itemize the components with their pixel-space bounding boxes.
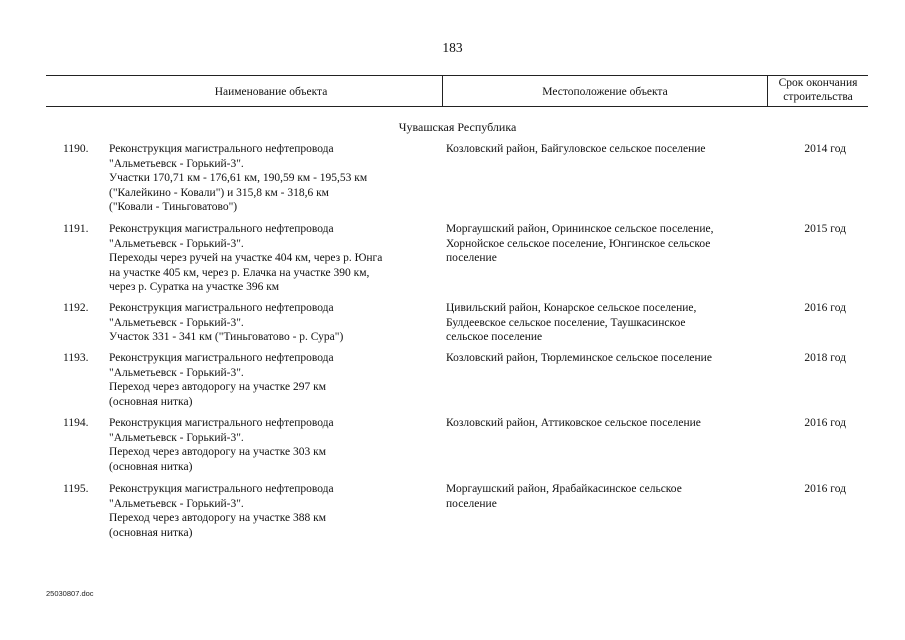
object-name-line: Переход через автодорогу на участке 388 км [109,512,327,525]
object-location [446,222,766,266]
object-location-line: Козловский район, Байгуловское сельское поселение [446,143,706,155]
object-name [109,222,434,295]
row-number: 1194. [63,417,89,429]
object-location-line: Булдеевское сельское поселение, Таушкасинское [446,316,686,329]
row-number: 1190. [63,143,89,155]
object-location [446,142,766,157]
object-name-line: Переходы через ручей на участке 404 км, через р. Юнга [109,252,383,265]
object-location-line: Моргаушский район, Ярабайкасинское сельское [446,483,682,495]
object-location-line: сельское поселение [446,331,543,344]
object-location-line: Козловский район, Аттиковское сельское поселение [446,417,701,429]
object-name-line: (основная нитка) [109,460,193,473]
object-name-line: "Альметьевск - Горький-3". [109,497,244,510]
object-name [109,301,434,345]
object-name-line: Реконструкция магистрального нефтепровода [109,417,334,429]
object-name [109,416,434,474]
object-location [446,351,766,366]
object-location [446,416,766,431]
row-number: 1191. [63,223,89,235]
footer-filename: 25030807.doc [46,589,94,598]
object-location [446,482,766,511]
object-name-line: Участки 170,71 км - 176,61 км, 190,59 км - 195,53 км [109,172,368,185]
header-deadline-line1: Срок окончания [778,77,858,89]
object-name-line: "Альметьевск - Горький-3". [109,316,244,329]
object-name-line: Реконструкция магистрального нефтепровода [109,352,334,364]
object-name-line: ("Калейкино - Ковали") и 315,8 км - 318,6 км [109,186,329,199]
object-name-line: через р. Суратка на участке 396 км [109,281,280,294]
object-name-line: Участок 331 - 341 км ("Тиньговатово - р. Сура") [109,331,344,344]
object-name-line: Переход через автодорогу на участке 297 км [109,381,327,394]
header-name: Наименование объекта [214,85,328,98]
object-location-line: поселение [446,497,497,510]
object-name-line: на участке 405 км, через р. Елачка на участке 390 км, [109,266,370,279]
header-deadline [768,75,868,106]
object-name [109,351,434,409]
completion-year: 2016 год [804,302,846,314]
object-name-line: "Альметьевск - Горький-3". [109,431,244,444]
object-location-line: Моргаушский район, Орининское сельское поселение, [446,223,714,235]
object-location-line: Хорнойское сельское поселение, Юнгинское сельское [446,237,711,250]
row-number: 1195. [63,483,89,495]
row-number: 1192. [63,302,89,314]
object-location [446,301,766,345]
object-name [109,142,434,215]
object-name-line: (основная нитка) [109,526,193,539]
object-location-line: Цивильский район, Конарское сельское поселение, [446,302,697,314]
object-location-line: Козловский район, Тюрлеминское сельское поселение [446,352,712,364]
header-location: Местоположение объекта [542,85,668,98]
object-name-line: ("Ковали - Тиньговатово") [109,201,238,214]
object-name-line: "Альметьевск - Горький-3". [109,157,244,170]
header-deadline-line2: строительства [783,90,853,103]
region-heading: Чувашская Республика [398,120,517,134]
object-name [109,482,434,540]
object-name-line: "Альметьевск - Горький-3". [109,237,244,250]
object-name-line: Реконструкция магистрального нефтепровода [109,483,334,495]
completion-year: 2016 год [804,483,846,495]
object-name-line: (основная нитка) [109,395,193,408]
object-location-line: поселение [446,252,497,265]
completion-year: 2018 год [804,352,846,364]
object-name-line: "Альметьевск - Горький-3". [109,366,244,379]
object-name-line: Переход через автодорогу на участке 303 км [109,446,327,459]
completion-year: 2014 год [804,143,846,155]
completion-year: 2016 год [804,417,846,429]
object-name-line: Реконструкция магистрального нефтепровода [109,223,334,235]
page-number: 183 [442,40,463,55]
row-number: 1193. [63,352,89,364]
object-name-line: Реконструкция магистрального нефтепровода [109,302,334,314]
completion-year: 2015 год [804,223,846,235]
object-name-line: Реконструкция магистрального нефтепровода [109,143,334,155]
